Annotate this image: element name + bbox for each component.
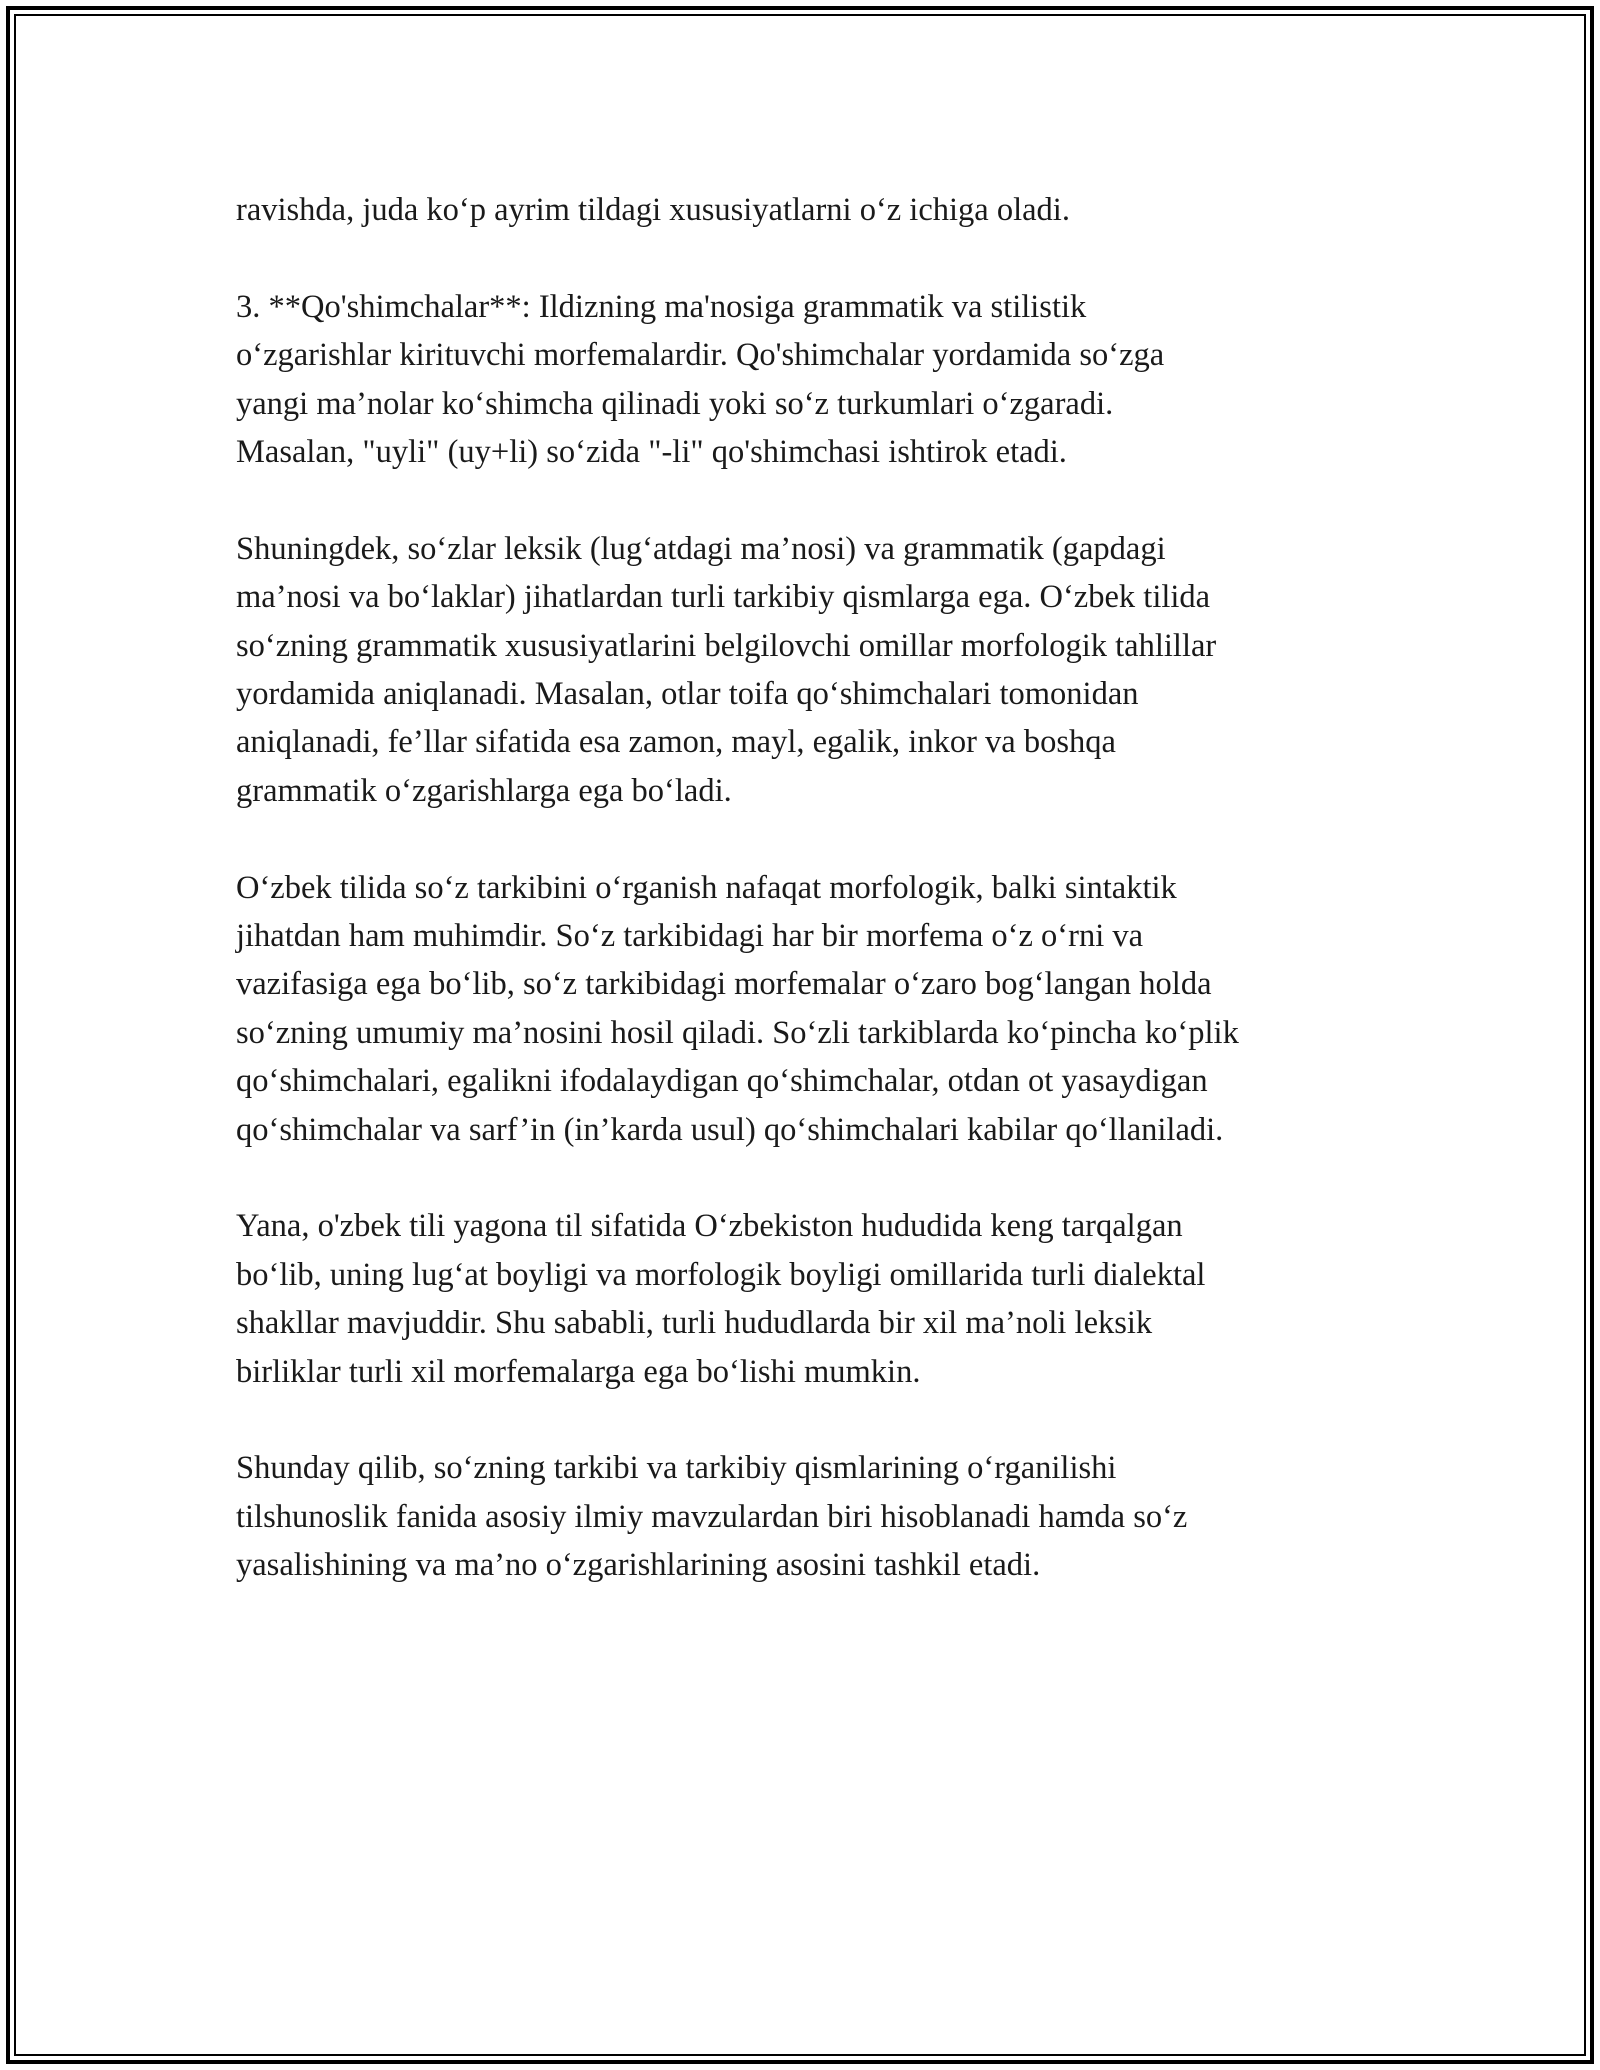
paragraph-word-structure-study: O‘zbek tilida so‘z tarkibini o‘rganish nafaqat morfologik, balki sintaktik jihatdan ham muhimdir. So‘z tarkibidagi har bir morfema o‘z o‘rni va vazifasiga ega bo‘lib, so‘z tarkibidagi morfemalar o‘zaro bog‘langan holda so‘zning umumiy ma’nosini hosil qiladi. So‘zli tarkiblarda ko‘pincha ko‘plik qo‘shimchalari, egalikni ifodalaydigan qo‘shimchalar, otdan ot yasaydigan qo‘shimchalar va sarf’in (in’karda usul) qo‘shimchalari kabilar qo‘llaniladi. (236, 869, 1239, 1148)
paragraph-continuation: ravishda, juda ko‘p ayrim tildagi xususiyatlarni o‘z ichiga oladi. (236, 192, 1070, 228)
paragraph-dialects: Yana, o'zbek tili yagona til sifatida O‘zbekiston hududida keng tarqalgan bo‘lib, uning lug‘at boyligi va morfologik boyligi omillarida turli dialektal shakllar mavjuddir. Shu sababli, turli hududlarda bir xil ma’noli leksik birliklar turli xil morfemalarga ega bo‘lishi mumkin. (236, 1208, 1206, 1390)
paragraph-lexical-grammatical: Shuningdek, so‘zlar leksik (lug‘atdagi ma’nosi) va grammatik (gapdagi ma’nosi va bo‘laklar) jihatlardan turli tarkibiy qismlarga ega. O‘zbek tilida so‘zning grammatik xususiyatlarini belgilovchi omillar morfologik tahlillar yordamida aniqlanadi. Masalan, otlar toifa qo‘shimchalari tomonidan aniqlanadi, fe’llar sifatida esa zamon, mayl, egalik, inkor va boshqa grammatik o‘zgarishlarga ega bo‘ladi. (236, 530, 1217, 809)
paragraph-suffixes-item: 3. **Qo'shimchalar**: Ildizning ma'nosiga grammatik va stilistik o‘zgarishlar kirituvchi morfemalardir. Qo'shimchalar yordamida so‘zga yangi ma’nolar ko‘shimcha qilinadi yoki so‘z turkumlari o‘zgaradi. Masalan, "uyli" (uy+li) so‘zida "-li" qo'shimchasi ishtirok etadi. (236, 288, 1165, 471)
document-body (236, 186, 1376, 1638)
paragraph-conclusion: Shunday qilib, so‘zning tarkibi va tarkibiy qismlarining o‘rganilishi tilshunoslik fanida asosiy ilmiy mavzulardan biri hisoblanadi hamda so‘z yasalishining va ma’no o‘zgarishlarining asosini tashkil etadi. (236, 1450, 1188, 1584)
